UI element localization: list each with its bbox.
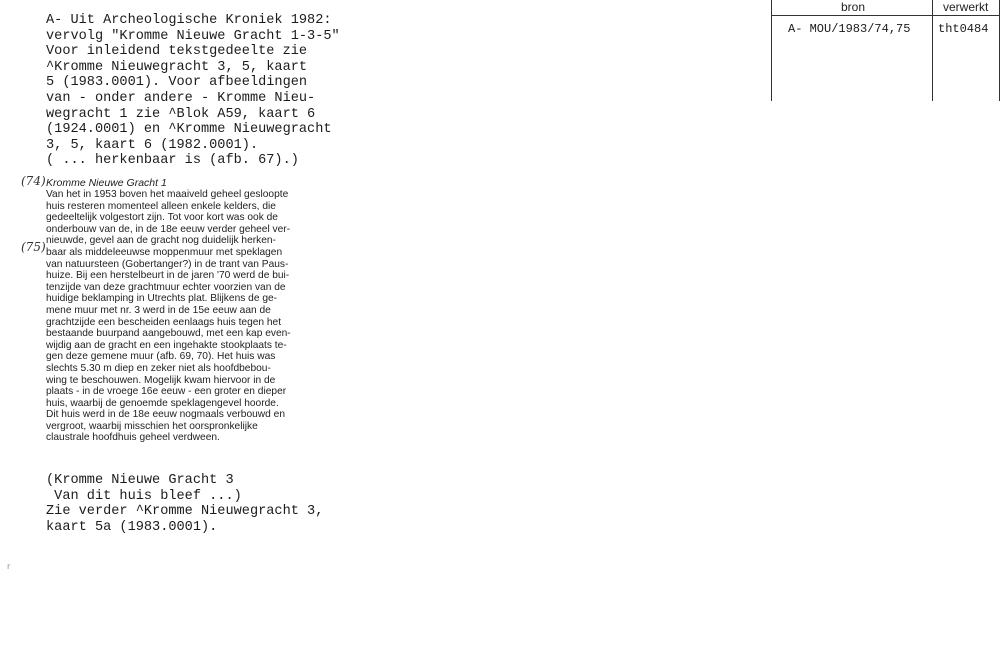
source-table-divider bbox=[932, 0, 933, 101]
footer-line: Zie verder ^Kromme Nieuwegracht 3, bbox=[46, 504, 324, 520]
header-line: ^Kromme Nieuwegracht 3, 5, kaart bbox=[46, 59, 308, 75]
article-line: gen deze gemene muur (afb. 69, 70). Het huis was bbox=[46, 351, 276, 363]
article-line: huidige beklamping in Utrechts plat. Blijkens de ge- bbox=[46, 293, 278, 305]
header-line: wegracht 1 zie ^Blok A59, kaart 6 bbox=[46, 106, 316, 122]
footer-typed-text bbox=[46, 473, 323, 535]
article-line: huis resteren momenteel alleen enkele kelders, die bbox=[46, 200, 276, 212]
header-line: (1924.0001) en ^Kromme Nieuwegracht bbox=[46, 122, 332, 138]
article-line: claustrale hoofdhuis geheel verdween. bbox=[46, 432, 220, 444]
article-line: baar als middeleeuwse moppenmuur met speklagen bbox=[46, 246, 283, 258]
article-line: Dit huis werd in de 18e eeuw nogmaals verbouwd en bbox=[46, 409, 285, 421]
header-line: vervolg "Kromme Nieuwe Gracht 1-3-5" bbox=[46, 28, 340, 44]
footer-line: (Kromme Nieuwe Gracht 3 bbox=[46, 473, 234, 488]
article-line: grachtzijde een bescheiden eenlaags huis tegen het bbox=[46, 316, 282, 328]
header-line: Voor inleidend tekstgedeelte zie bbox=[46, 44, 308, 60]
article-line: slechts 5.30 m diep en zeker niet als hoofdbebou- bbox=[46, 362, 271, 374]
article-body bbox=[46, 189, 308, 444]
footer-line: Van dit huis bleef ...) bbox=[46, 488, 242, 504]
bron-value: A- MOU/1983/74,75 bbox=[788, 22, 911, 36]
header-line: ( ... herkenbaar is (afb. 67).) bbox=[46, 153, 299, 169]
article-line: tenzijde van deze grachtmuur echter voorzien van de bbox=[46, 281, 286, 293]
article-line: mene muur met nr. 3 werd in de 15e eeuw aan de bbox=[46, 304, 271, 316]
verwerkt-value: tht0484 bbox=[938, 22, 989, 36]
article-line: bestaande buurpand aangebouwd, met een kap even- bbox=[46, 328, 291, 340]
article-line: huize. Bij een herstelbeurt in de jaren '70 werd de bui- bbox=[46, 270, 290, 282]
source-table bbox=[771, 0, 1000, 101]
margin-note-74: (74) bbox=[21, 174, 46, 188]
article-line: van natuursteen (Gobertanger?) in de trant van Paus- bbox=[46, 258, 289, 270]
article-line: vergroot, waarbij misschien het oorspronkelijke bbox=[46, 420, 258, 432]
header-line: 5 (1983.0001). Voor afbeeldingen bbox=[46, 75, 308, 91]
article-line: gedeeltelijk volgestort zijn. Tot voor kort was ook de bbox=[46, 212, 278, 224]
verwerkt-header: verwerkt bbox=[943, 0, 989, 14]
bron-header: bron bbox=[841, 0, 866, 14]
header-line: A- Uit Archeologische Kroniek 1982: bbox=[46, 13, 332, 28]
article-line: wing te beschouwen. Mogelijk kwam hiervoor in de bbox=[46, 374, 276, 386]
article-line: plaats - in de vroege 16e eeuw - een groter en dieper bbox=[46, 386, 287, 398]
article-line: onderbouw van de, in de 18e eeuw verder geheel ver- bbox=[46, 223, 291, 235]
article-line: huis, waarbij de genoemde speklagengevel hoorde. bbox=[46, 397, 279, 409]
article-line: wijdig aan de gracht en een ingehakte stookplaats te- bbox=[46, 339, 287, 351]
footer-line: kaart 5a (1983.0001). bbox=[46, 519, 218, 535]
header-line: van - onder andere - Kromme Nieu- bbox=[46, 90, 316, 106]
header-typed-text bbox=[46, 13, 340, 169]
header-line: 3, 5, kaart 6 (1982.0001). bbox=[46, 137, 259, 153]
article-line: Van het in 1953 boven het maaiveld geheel gesloopte bbox=[46, 189, 289, 200]
article-title: Kromme Nieuwe Gracht 1 bbox=[46, 177, 167, 189]
article-line: nieuwde, gevel aan de gracht nog duidelijk herken- bbox=[46, 235, 276, 247]
margin-note-75: (75) bbox=[21, 240, 46, 254]
stray-mark: r bbox=[7, 562, 11, 571]
